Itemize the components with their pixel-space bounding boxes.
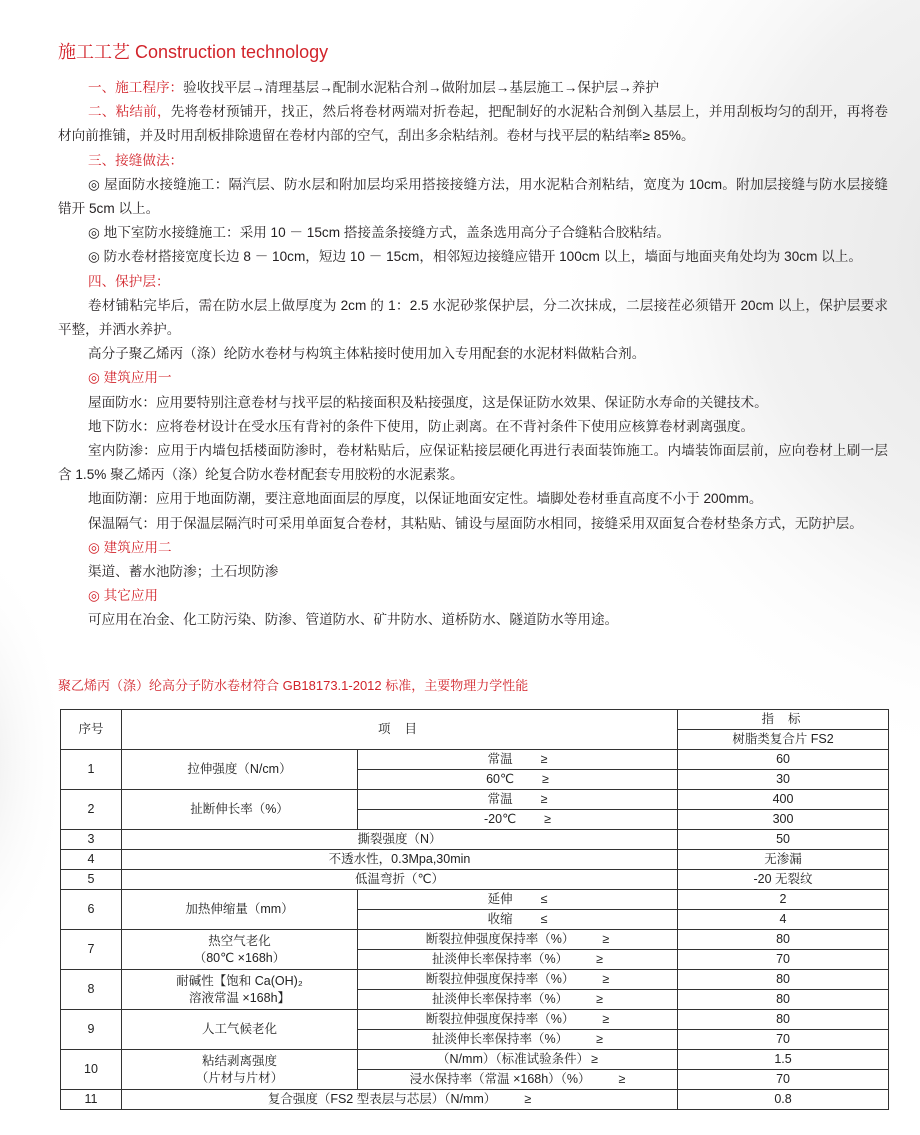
row-value: 80 bbox=[678, 1010, 889, 1030]
row-no: 4 bbox=[61, 850, 122, 870]
application-item: 可应用在冶金、化工防污染、防渗、管道防水、矿井防水、道桥防水、隧道防水等用途。 bbox=[88, 612, 619, 628]
operator: ≥ bbox=[618, 1072, 626, 1086]
table-header-row bbox=[61, 710, 889, 730]
row-no: 2 bbox=[61, 790, 122, 830]
row-value: 1.5 bbox=[678, 1050, 889, 1070]
operator: ≥ bbox=[591, 1052, 598, 1066]
row-item bbox=[122, 1050, 358, 1090]
row-item: 撕裂强度（N） bbox=[122, 830, 678, 850]
condition-label: 常温 bbox=[487, 792, 513, 806]
application-item: 保温隔气：用于保温层隔汽时可采用单面复合卷材，其粘贴、铺设与屋面防水相同，接缝采用双面复合卷材垫条方式，无防护层。 bbox=[88, 515, 863, 531]
operator: ≥ bbox=[596, 952, 603, 966]
row-item: 不透水性，0.3Mpa,30min bbox=[122, 850, 678, 870]
row-value: 400 bbox=[678, 790, 889, 810]
condition-label: 60℃ bbox=[486, 772, 515, 786]
condition-label: 断裂拉伸强度保持率（%） bbox=[425, 932, 575, 946]
row-item bbox=[122, 930, 358, 970]
table-row bbox=[61, 750, 889, 770]
operator: ≥ bbox=[602, 972, 610, 986]
condition-label: 收缩 bbox=[487, 912, 513, 926]
page-title: 施工工艺 Construction technology bbox=[58, 42, 329, 62]
row-item: 加热伸缩量（mm） bbox=[122, 890, 358, 930]
condition-label: 扯淡伸长率保持率（%） bbox=[432, 952, 569, 966]
bonding-paragraph bbox=[58, 100, 888, 148]
row-condition bbox=[358, 1050, 678, 1070]
row-value: 30 bbox=[678, 770, 889, 790]
header-item: 项目 bbox=[122, 710, 678, 750]
row-condition bbox=[358, 790, 678, 810]
operator: ≥ bbox=[602, 1012, 610, 1026]
table-row bbox=[61, 890, 889, 910]
operator: ≥ bbox=[596, 1032, 603, 1046]
table-caption: 聚乙烯丙（涤）纶高分子防水卷材符合 GB18173.1-2012 标准，主要物理力学性能 bbox=[58, 678, 529, 693]
row-value: 80 bbox=[678, 970, 889, 990]
table-row bbox=[61, 850, 889, 870]
row-condition bbox=[358, 810, 678, 830]
row-value: 70 bbox=[678, 950, 889, 970]
row-condition bbox=[358, 930, 678, 950]
row-item: 扯断伸长率（%） bbox=[122, 790, 358, 830]
table-row bbox=[61, 870, 889, 890]
table-row bbox=[61, 1010, 889, 1030]
row-item bbox=[122, 1090, 678, 1110]
row-condition bbox=[358, 890, 678, 910]
condition-label: 断裂拉伸强度保持率（%） bbox=[425, 1012, 575, 1026]
operator: ≥ bbox=[540, 792, 548, 806]
application-item: 渠道、蓄水池防渗；土石坝防渗 bbox=[88, 564, 279, 580]
row-value: 50 bbox=[678, 830, 889, 850]
row-condition bbox=[358, 1010, 678, 1030]
row-no: 11 bbox=[61, 1090, 122, 1110]
row-condition bbox=[358, 1070, 678, 1090]
row-value: 70 bbox=[678, 1030, 889, 1050]
operator: ≥ bbox=[542, 772, 549, 786]
condition-label: 扯淡伸长率保持率（%） bbox=[432, 992, 569, 1006]
protection-heading: 四、保护层： bbox=[88, 273, 170, 289]
procedure-heading: 一、施工程序： bbox=[88, 80, 184, 95]
table-row bbox=[61, 1050, 889, 1070]
procedure-paragraph bbox=[58, 76, 888, 100]
row-item: 拉伸强度（N/cm） bbox=[122, 750, 358, 790]
row-condition bbox=[358, 1030, 678, 1050]
row-no: 7 bbox=[61, 930, 122, 970]
condition-label: （N/mm）（标准试验条件） bbox=[437, 1052, 590, 1066]
bonding-heading: 二、粘结前， bbox=[88, 104, 171, 120]
condition-label: 常温 bbox=[487, 752, 513, 766]
operator: ≤ bbox=[540, 892, 548, 906]
item-line: 粘结剥离强度 bbox=[201, 1053, 277, 1068]
application-item: 屋面防水：应用要特别注意卷材与找平层的粘接面积及粘接强度，这是保证防水效果、保证防水寿命的关键技术。 bbox=[88, 394, 768, 410]
row-no: 10 bbox=[61, 1050, 122, 1090]
item-line: 溶液常温 ×168h】 bbox=[188, 990, 291, 1005]
row-condition bbox=[358, 950, 678, 970]
row-condition bbox=[358, 750, 678, 770]
row-item bbox=[122, 970, 358, 1010]
joint-item: ◎ 屋面防水接缝施工：隔汽层、防水层和附加层均采用搭接接缝方法，用水泥粘合剂粘结，宽度为 10cm。附加层接缝与防水层接缝错开 5cm 以上。 bbox=[58, 176, 888, 217]
header-index: 指标 bbox=[678, 710, 889, 730]
item-line: （片材与片材） bbox=[195, 1070, 284, 1085]
row-no: 6 bbox=[61, 890, 122, 930]
table-row bbox=[61, 790, 889, 810]
row-value: -20 无裂纹 bbox=[678, 870, 889, 890]
table-row bbox=[61, 930, 889, 950]
row-value: 0.8 bbox=[678, 1090, 889, 1110]
row-value: 2 bbox=[678, 890, 889, 910]
row-value: 80 bbox=[678, 930, 889, 950]
operator: ≥ bbox=[544, 812, 551, 826]
row-no: 9 bbox=[61, 1010, 122, 1050]
header-no: 序号 bbox=[61, 710, 122, 750]
building-application-2-heading: ◎ 建筑应用二 bbox=[88, 539, 172, 555]
operator: ≥ bbox=[540, 752, 548, 766]
protection-item: 高分子聚乙烯丙（涤）纶防水卷材与构筑主体粘接时使用加入专用配套的水泥材料做粘合剂。 bbox=[88, 346, 646, 362]
row-value: 80 bbox=[678, 990, 889, 1010]
row-item: 低温弯折（℃） bbox=[122, 870, 678, 890]
application-item: 地面防潮：应用于地面防潮，要注意地面面层的厚度，以保证地面安定性。墙脚处卷材垂直高度不小于 200mm。 bbox=[88, 491, 763, 507]
operator: ≥ bbox=[596, 992, 603, 1006]
item-line: （80℃ ×168h） bbox=[193, 950, 286, 965]
item-label: 复合强度（FS2 型表层与芯层）（N/mm） bbox=[267, 1092, 497, 1106]
row-no: 5 bbox=[61, 870, 122, 890]
condition-label: 浸水保持率（常温 ×168h）（%） bbox=[409, 1072, 591, 1086]
row-value: 4 bbox=[678, 910, 889, 930]
condition-label: 延伸 bbox=[487, 892, 513, 906]
application-item: 地下防水：应将卷材设计在受水压有背衬的条件下使用，防止剥离。在不背衬条件下使用应核算卷材剥离强度。 bbox=[88, 418, 755, 434]
construction-text bbox=[58, 76, 888, 633]
condition-label: -20℃ bbox=[484, 812, 517, 826]
operator: ≤ bbox=[540, 912, 548, 926]
table-row bbox=[61, 1090, 889, 1110]
row-no: 8 bbox=[61, 970, 122, 1010]
item-line: 热空气老化 bbox=[208, 933, 271, 948]
condition-label: 扯淡伸长率保持率（%） bbox=[432, 1032, 569, 1046]
properties-table bbox=[60, 709, 889, 1110]
row-condition bbox=[358, 910, 678, 930]
joint-heading: 三、接缝做法： bbox=[88, 152, 184, 168]
table-row bbox=[61, 970, 889, 990]
row-value: 300 bbox=[678, 810, 889, 830]
building-application-1-heading: ◎ 建筑应用一 bbox=[88, 370, 172, 386]
bonding-text: 先将卷材预铺开，找正，然后将卷材两端对折卷起，把配制好的水泥粘合剂倒入基层上，并用刮板均匀的刮开，再将卷材向前推铺，并及时用刮板排除遗留在卷材内部的空气，刮出多余粘结剂。卷材与找平层的粘结率≥ 85%。 bbox=[58, 104, 888, 144]
protection-item: 卷材铺粘完毕后，需在防水层上做厚度为 2cm 的 1：2.5 水泥砂浆保护层，分二次抹成，二层接茬必须错开 20cm 以上，保护层要求平整，并洒水养护。 bbox=[58, 297, 888, 338]
table-row bbox=[61, 830, 889, 850]
joint-item: ◎ 防水卷材搭接宽度长边 8 － 10cm，短边 10 － 15cm，相邻短边接缝应错开 100cm 以上，墙面与地面夹角处均为 30cm 以上。 bbox=[88, 249, 862, 265]
header-product: 树脂类复合片 FS2 bbox=[678, 730, 889, 750]
row-value: 无渗漏 bbox=[678, 850, 889, 870]
other-application-heading: ◎ 其它应用 bbox=[88, 588, 159, 604]
procedure-text: 验收找平层→清理基层→配制水泥粘合剂→做附加层→基层施工→保护层→养护 bbox=[183, 80, 659, 95]
row-no: 1 bbox=[61, 750, 122, 790]
condition-label: 断裂拉伸强度保持率（%） bbox=[425, 972, 575, 986]
row-condition bbox=[358, 770, 678, 790]
row-condition bbox=[358, 990, 678, 1010]
operator: ≥ bbox=[602, 932, 610, 946]
row-item: 人工气候老化 bbox=[122, 1010, 358, 1050]
row-condition bbox=[358, 970, 678, 990]
application-item: 室内防渗：应用于内墙包括楼面防渗时，卷材粘贴后，应保证粘接层硬化再进行表面装饰施工。内墙装饰面层前，应向卷材上刷一层含 1.5% 聚乙烯丙（涤）纶复合防水卷材配套专用胶粉的水泥素浆。 bbox=[58, 443, 888, 483]
row-value: 60 bbox=[678, 750, 889, 770]
operator: ≥ bbox=[524, 1092, 532, 1106]
joint-item: ◎ 地下室防水接缝施工：采用 10 － 15cm 搭接盖条接缝方式，盖条选用高分子合缝粘合胶粘结。 bbox=[88, 225, 671, 241]
row-value: 70 bbox=[678, 1070, 889, 1090]
row-no: 3 bbox=[61, 830, 122, 850]
item-line: 耐碱性【饱和 Ca(OH)₂ bbox=[176, 973, 303, 988]
